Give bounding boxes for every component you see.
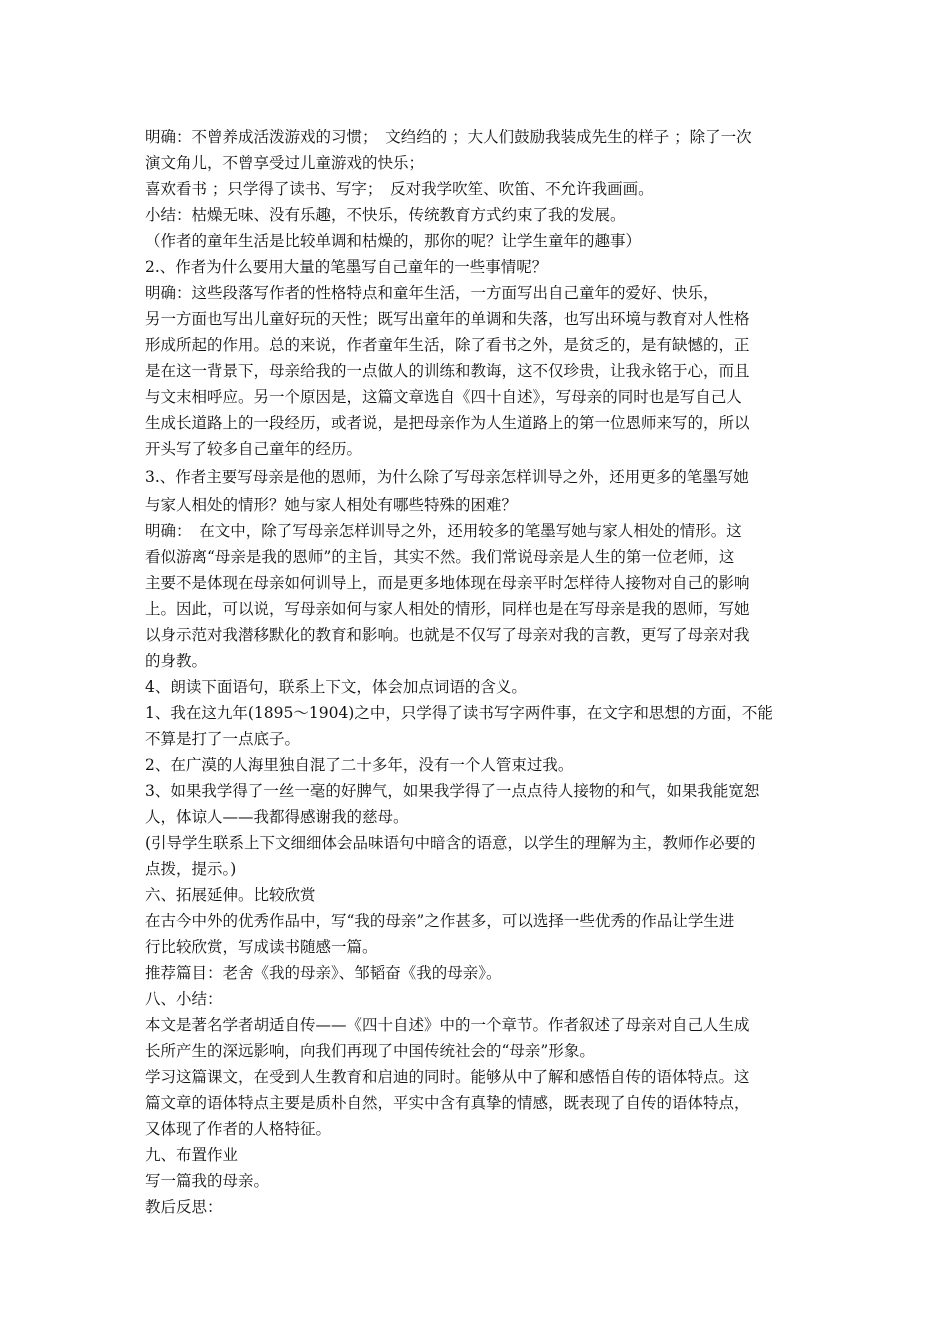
text-line: 演文角儿，不曾享受过儿童游戏的快乐；: [145, 154, 425, 172]
text-line: 开头写了较多自己童年的经历。: [145, 440, 363, 458]
text-line: 形成所起的作用。总的来说，作者童年生活，除了看书之外，是贫乏的，是有缺憾的，正: [145, 336, 750, 354]
text-line: 上。因此，可以说，写母亲如何与家人相处的情形，同样也是在写母亲是我的恩师，写她: [145, 600, 750, 618]
text-line: 明确：这些段落写作者的性格特点和童年生活，一方面写出自己童年的爱好、快乐，: [145, 284, 719, 302]
text-line: 的身教。: [145, 652, 208, 670]
text-line: 又体现了作者的人格特征。: [145, 1120, 332, 1138]
text-line: 在古今中外的优秀作品中，写“我的母亲”之作甚多，可以选择一些优秀的作品让学生进: [145, 912, 735, 930]
text-line: 生成长道路上的一段经历，或者说，是把母亲作为人生道路上的第一位恩师来写的，所以: [145, 414, 750, 432]
text-line: (引导学生联系上下文细细体会品味语句中暗含的语意，以学生的理解为主，教师作必要的: [145, 834, 756, 852]
text-line: 人，体谅人——我都得感谢我的慈母。: [145, 808, 409, 826]
text-line: 本文是著名学者胡适自传——《四十自述》中的一个章节。作者叙述了母亲对自己人生成: [145, 1016, 750, 1034]
text-line: 1、我在这九年(1895～1904)之中，只学得了读书写字两件事，在文字和思想的方面，不能: [145, 704, 773, 722]
text-line: 主要不是体现在母亲如何训导上，而是更多地体现在母亲平时怎样待人接物对自己的影响: [145, 574, 750, 592]
text-line: 看似游离“母亲是我的恩师”的主旨，其实不然。我们常说母亲是人生的第一位老师，这: [145, 548, 735, 566]
text-line: 学习这篇课文，在受到人生教育和启迪的同时。能够从中了解和感悟自传的语体特点。这: [145, 1068, 750, 1086]
section-heading: 八、小结：: [145, 990, 223, 1008]
text-line: 是在这一背景下，母亲给我的一点做人的训练和教诲，这不仅珍贵，让我永铭于心，而且: [145, 362, 750, 380]
question-heading: 2.、作者为什么要用大量的笔墨写自己童年的一些事情呢？: [145, 258, 548, 276]
text-line: 另一方面也写出儿童好玩的天性；既写出童年的单调和失落，也写出环境与教育对人性格: [145, 310, 750, 328]
document-body: [145, 124, 810, 1220]
section-heading: 九、布置作业: [145, 1146, 239, 1164]
text-line: 点拨，提示。): [145, 860, 237, 878]
text-line: 3、如果我学得了一丝一毫的好脾气，如果我学得了一点点待人接物的和气，如果我能宽恕: [145, 782, 760, 800]
text-line: 推荐篇目：老舍《我的母亲》、邹韬奋《我的母亲》。: [145, 964, 502, 982]
text-line: 明确： 在文中，除了写母亲怎样训导之外，还用较多的笔墨写她与家人相处的情形。这: [145, 522, 742, 540]
text-line: （作者的童年生活是比较单调和枯燥的，那你的呢？让学生童年的趣事）: [145, 232, 642, 250]
question-heading: 4、朗读下面语句，联系上下文，体会加点词语的含义。: [145, 678, 527, 696]
text-line: 小结：枯燥无味、没有乐趣，不快乐，传统教育方式约束了我的发展。: [145, 206, 626, 224]
text-line: 明确：不曾养成活泼游戏的习惯； 文绉绉的 ；大人们鼓励我装成先生的样子 ；除了一次: [145, 128, 752, 146]
text-line: 不算是打了一点底子。: [145, 730, 301, 748]
text-line: 以身示范对我潜移默化的教育和影响。也就是不仅写了母亲对我的言教，更写了母亲对我: [145, 626, 750, 644]
text-line: 写一篇我的母亲。: [145, 1172, 270, 1190]
text-line: 与文末相呼应。另一个原因是，这篇文章选自《四十自述》，写母亲的同时也是写自己人: [145, 388, 742, 406]
text-line: 喜欢看书 ；只学得了读书、写字； 反对我学吹笙、吹笛、不允许我画画。: [145, 180, 654, 198]
text-line: 行比较欣赏，写成读书随感一篇。: [145, 938, 378, 956]
section-heading: 六、拓展延伸。比较欣赏: [145, 886, 316, 904]
text-line: 2、在广漠的人海里独自混了二十多年，没有一个人管束过我。: [145, 756, 574, 774]
text-line: 篇文章的语体特点主要是质朴自然，平实中含有真挚的情感，既表现了自传的语体特点，: [145, 1094, 750, 1112]
text-line: 长所产生的深远影响，向我们再现了中国传统社会的“母亲”形象。: [145, 1042, 595, 1060]
text-line: 与家人相处的情形？她与家人相处有哪些特殊的困难？: [145, 496, 518, 514]
question-heading: 3.、作者主要写母亲是他的恩师，为什么除了写母亲怎样训导之外，还用更多的笔墨写她: [145, 468, 749, 486]
text-line: 教后反思：: [145, 1198, 223, 1216]
